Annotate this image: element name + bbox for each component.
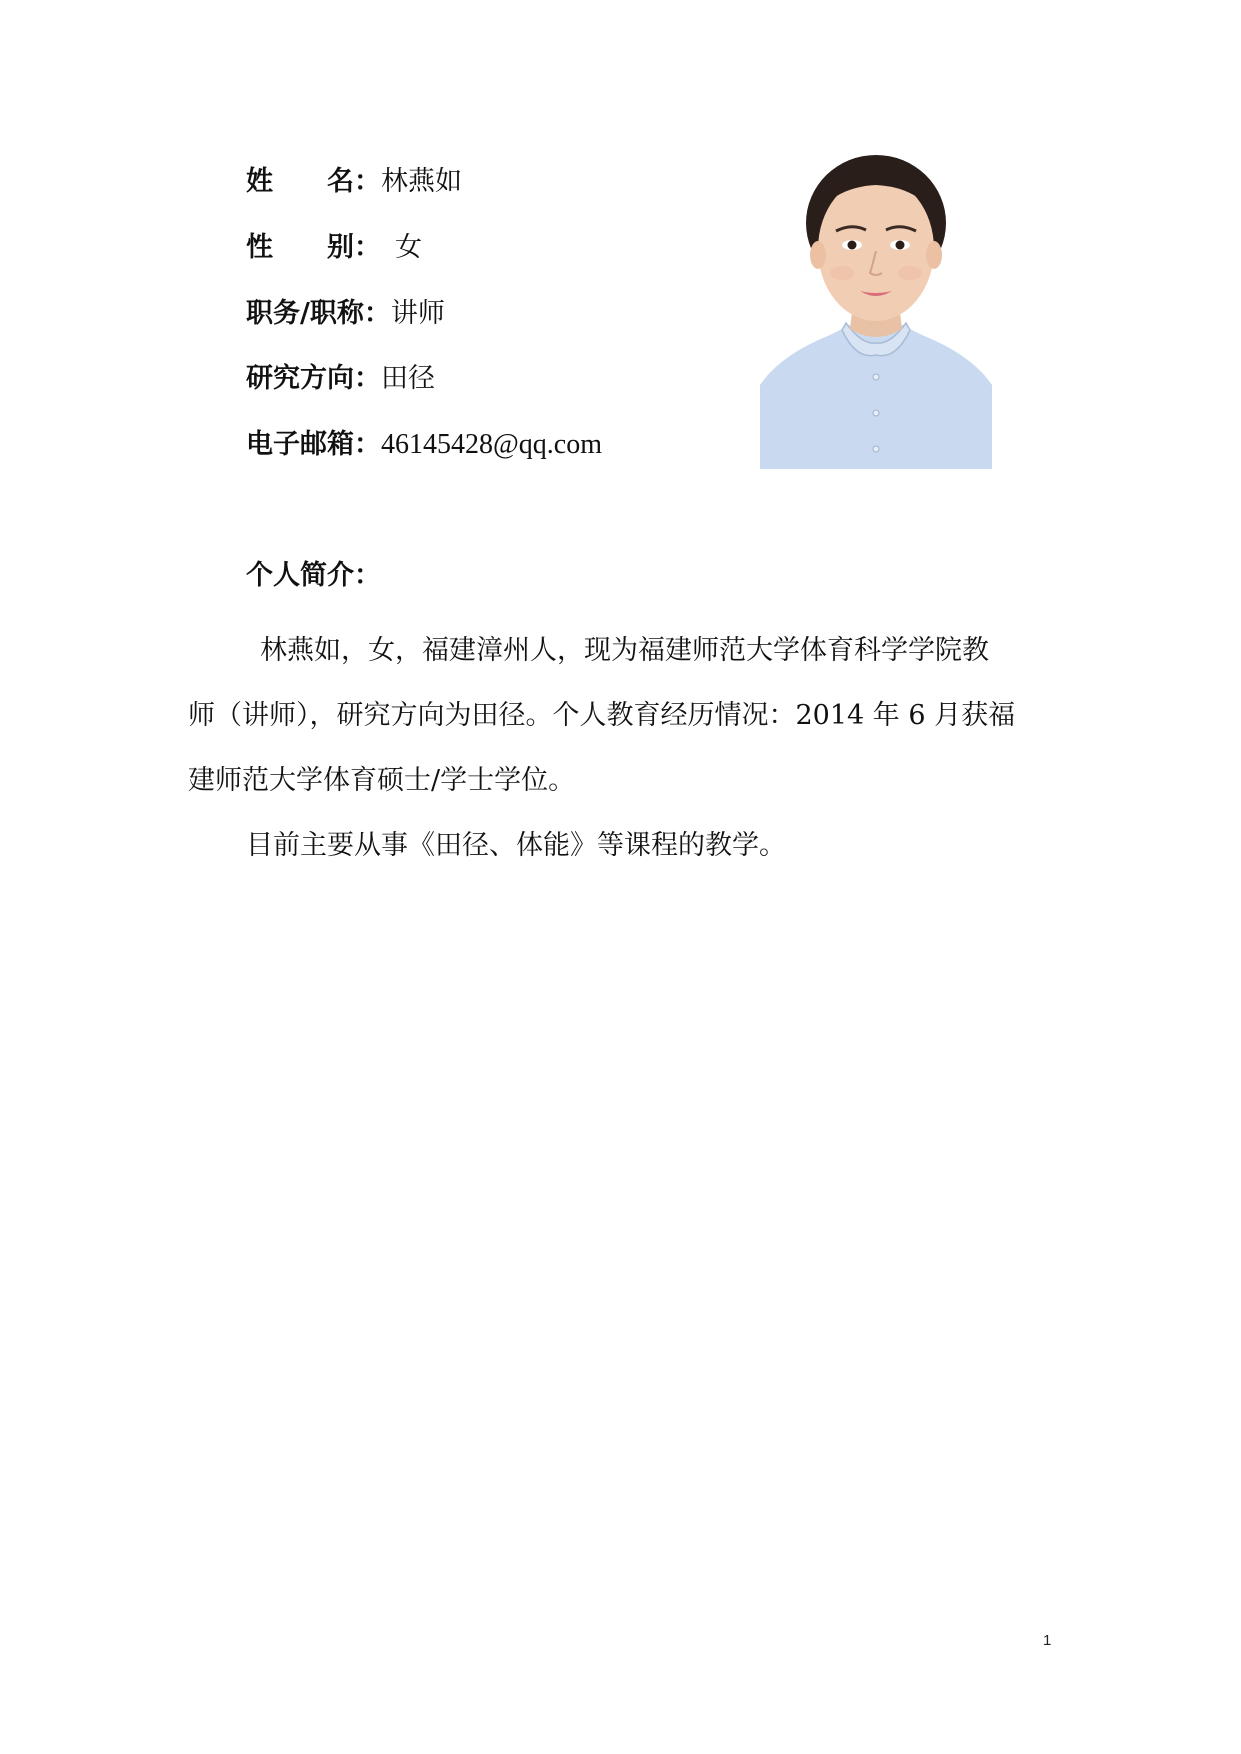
gender-value: 女 <box>395 232 422 263</box>
gender-field <box>246 226 422 270</box>
portrait-icon <box>760 145 992 469</box>
name-label: 姓 名 <box>246 166 354 197</box>
portrait-photo <box>760 145 992 469</box>
bio-line-4: 目前主要从事《田径、体能》等课程的教学。 <box>246 830 786 861</box>
email-colon: ： <box>354 429 381 460</box>
research-value: 田径 <box>381 363 435 394</box>
bio-heading: 个人简介： <box>246 560 381 591</box>
page-number: 1 <box>1043 1632 1052 1649</box>
research-label: 研究方向 <box>246 363 354 394</box>
research-field <box>246 357 435 401</box>
email-label: 电子邮箱 <box>246 429 354 460</box>
email-value: 46145428@qq.com <box>381 429 602 460</box>
name-value: 林燕如 <box>381 166 462 197</box>
research-colon: ： <box>354 363 381 394</box>
bio-body <box>188 618 1056 878</box>
title-value: 讲师 <box>390 298 445 329</box>
title-colon: ： <box>363 298 391 329</box>
bio-line-1: 林燕如，女，福建漳州人，现为福建师范大学体育科学学院教 <box>260 635 989 666</box>
title-field <box>246 292 445 336</box>
gender-label: 性 别 <box>246 232 354 263</box>
email-field <box>246 423 602 467</box>
title-label: 职务/职称 <box>246 298 364 329</box>
name-field <box>246 160 462 204</box>
bio-line-3: 建师范大学体育硕士/学士学位。 <box>188 765 576 796</box>
name-colon: ： <box>354 166 381 197</box>
bio-line-2: 师（讲师），研究方向为田径。个人教育经历情况：2014 年 6 月获福 <box>188 700 1016 731</box>
gender-colon: ： <box>354 232 381 263</box>
